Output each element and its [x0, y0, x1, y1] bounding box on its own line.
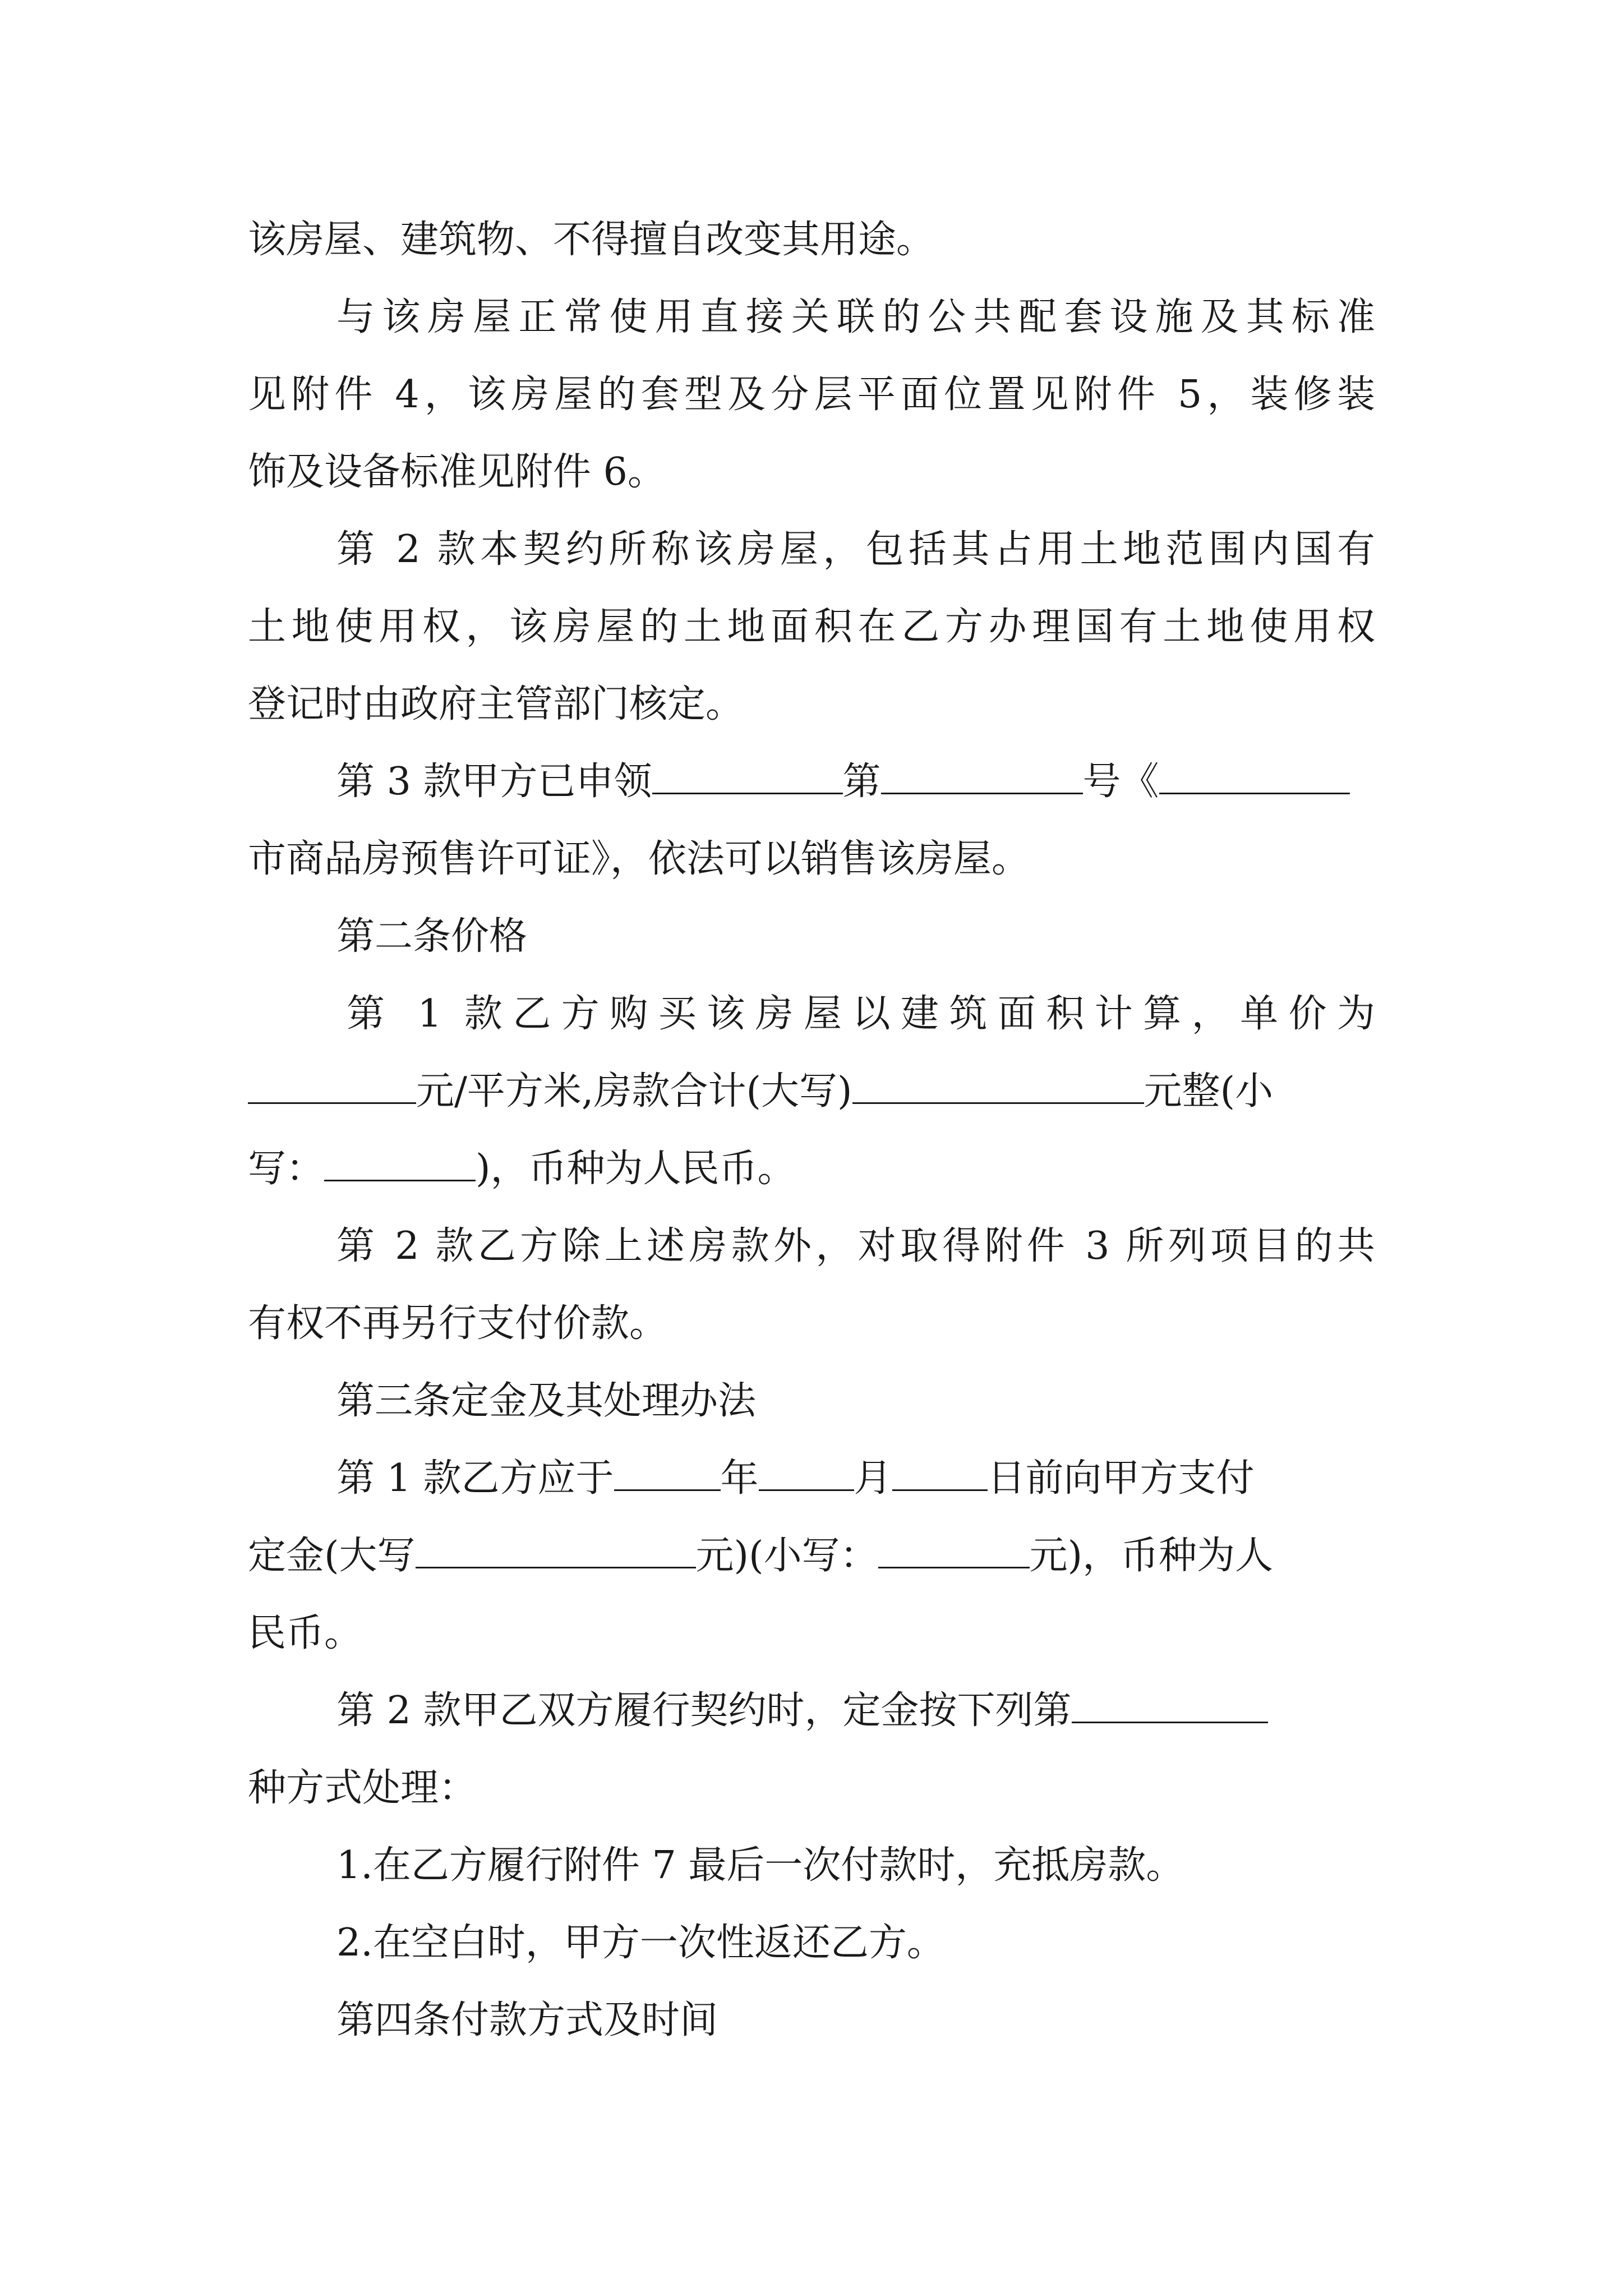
- text-line: 该房屋、建筑物、不得擅自改变其用途。: [248, 218, 935, 262]
- list-item: 1.在乙方履行附件 7 最后一次付款时，充抵房款。: [336, 1843, 1184, 1888]
- text-line: 与该房屋正常使用直接关联的公共配套设施及其标准: [336, 295, 1375, 339]
- text-line-with-blanks: [336, 1451, 1375, 1507]
- text-line: 土地使用权，该房屋的土地面积在乙方办理国有土地使用权: [248, 605, 1375, 649]
- text-line: 民币。: [248, 1611, 363, 1655]
- text-segment: 元/平方米,房款合计(大写): [416, 1069, 852, 1114]
- blank-field: [324, 1145, 476, 1181]
- text-segment: 月: [854, 1456, 892, 1501]
- text-segment: 元)，币种为人: [1029, 1534, 1274, 1578]
- text-line: 第 1 款乙方购买该房屋以建筑面积计算，单价为: [347, 992, 1375, 1036]
- text-line: 见附件 4，该房屋的套型及分层平面位置见附件 5，装修装: [248, 372, 1375, 417]
- text-segment: 号《: [1082, 760, 1159, 804]
- section-heading: 第三条定金及其处理办法: [336, 1379, 757, 1423]
- text-segment: 定金(大写: [248, 1534, 416, 1578]
- section-heading: 第四条付款方式及时间: [336, 1998, 718, 2042]
- text-segment: )，币种为人民币。: [476, 1147, 796, 1191]
- blank-field: [614, 1455, 721, 1491]
- blank-field: [892, 1455, 988, 1491]
- text-line-with-blanks: [248, 1141, 1375, 1197]
- text-segment: 第 1 款乙方应于: [336, 1456, 614, 1501]
- text-line: 有权不再另行支付价款。: [248, 1301, 668, 1346]
- list-item: 2.在空白时，甲方一次性返还乙方。: [336, 1921, 945, 1965]
- text-line: 市商品房预售许可证》，依法可以销售该房屋。: [248, 837, 1030, 881]
- text-line-with-blanks: [336, 754, 1375, 810]
- text-line: 种方式处理：: [248, 1766, 477, 1810]
- text-line: 第 2 款乙方除上述房款外，对取得附件 3 所列项目的共: [336, 1224, 1375, 1268]
- blank-field: [416, 1532, 696, 1568]
- text-line-with-blanks: [248, 1528, 1375, 1584]
- text-line-with-blanks: [336, 1683, 1375, 1739]
- text-segment: 日前向甲方支付: [987, 1456, 1255, 1501]
- blank-field: [759, 1455, 854, 1491]
- text-segment: 第 2 款甲乙双方履行契约时，定金按下列第: [336, 1688, 1072, 1733]
- section-heading: 第二条价格: [336, 914, 528, 959]
- blank-field: [852, 1068, 1144, 1104]
- blank-field: [881, 758, 1083, 794]
- text-line: 饰及设备标准见附件 6。: [248, 450, 666, 494]
- text-segment: 写：: [248, 1147, 325, 1191]
- blank-field: [1159, 758, 1350, 794]
- text-segment: 第: [842, 760, 881, 804]
- text-line-with-blanks: [248, 1064, 1375, 1120]
- blank-field: [652, 758, 843, 794]
- text-segment: 元整(小: [1144, 1069, 1274, 1114]
- text-line: 第 2 款本契约所称该房屋，包括其占用土地范围内国有: [336, 527, 1375, 572]
- text-line: 登记时由政府主管部门核定。: [248, 682, 744, 726]
- text-segment: 第 3 款甲方已申领: [336, 760, 652, 804]
- blank-field: [1072, 1687, 1268, 1723]
- text-segment: 年: [720, 1456, 759, 1501]
- blank-field: [248, 1068, 416, 1104]
- text-segment: 元)(小写：: [695, 1534, 878, 1578]
- blank-field: [878, 1532, 1030, 1568]
